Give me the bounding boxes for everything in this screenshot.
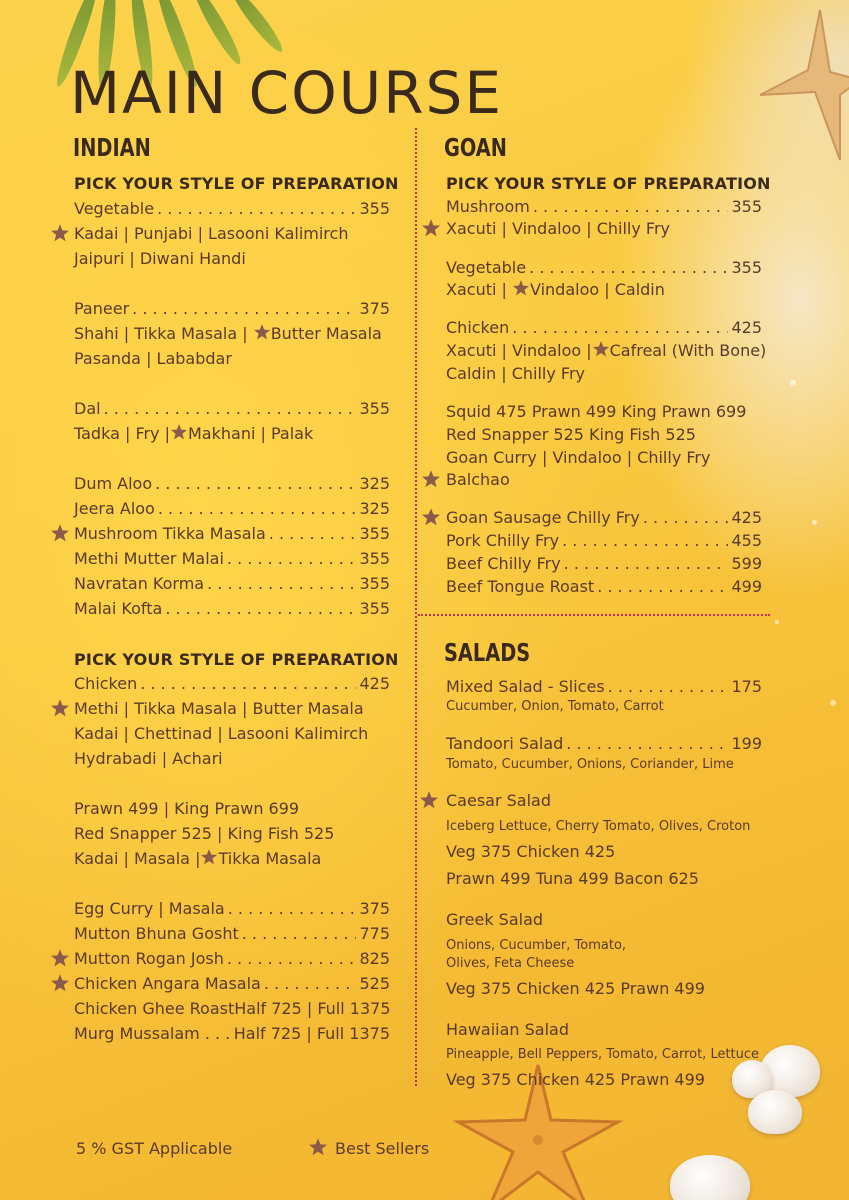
item-price: Veg 375 Chicken 425 Prawn 499	[446, 1070, 705, 1089]
item-price: 825	[359, 949, 390, 968]
menu-item-chicken	[74, 673, 390, 695]
bestseller-star-icon	[170, 423, 188, 441]
leader-dots	[608, 676, 729, 698]
item-name: Chicken	[446, 318, 510, 337]
item-name: Mushroom	[446, 197, 530, 216]
menu-item-chicken	[446, 317, 762, 339]
item-price: 455	[731, 531, 762, 550]
menu-item	[74, 573, 390, 595]
gst-note: 5 % GST Applicable	[76, 1139, 233, 1158]
preparation-subhead: PICK YOUR STYLE OF PREPARATION	[74, 174, 399, 193]
style-options: Hydrabadi | Achari	[74, 749, 223, 768]
menu-item-vegetable	[74, 198, 390, 220]
item-price: 325	[359, 499, 390, 518]
menu-item	[74, 998, 390, 1020]
menu-item	[74, 923, 390, 945]
item-price: 355	[359, 599, 390, 618]
item-price: 599	[731, 554, 762, 573]
leader-dots	[140, 673, 356, 695]
style-options: Xacuti | Vindaloo | Chilly Fry	[446, 219, 670, 238]
item-name: Vegetable	[446, 258, 527, 277]
menu-item	[446, 553, 762, 575]
style-text: Makhani | Palak	[188, 424, 314, 443]
seashell-decoration	[748, 1090, 802, 1134]
item-name: Hawaiian Salad	[446, 1020, 570, 1039]
item-name: Beef Chilly Fry	[446, 554, 561, 573]
menu-item	[74, 973, 390, 995]
bestseller-star-icon	[50, 973, 70, 993]
style-options: Pasanda | Lababdar	[74, 349, 232, 368]
menu-item	[446, 576, 762, 598]
style-options	[74, 323, 382, 345]
bestseller-star-icon	[512, 279, 530, 297]
menu-item-mixed-salad	[446, 676, 762, 698]
item-name: Malai Kofta	[74, 599, 163, 618]
item-price: 375	[359, 899, 390, 918]
bestseller-star-icon	[592, 340, 610, 358]
item-name: Murg Mussalam . . .	[74, 1024, 231, 1043]
item-price: 375	[359, 299, 390, 318]
seafood-prices: Squid 475 Prawn 499 King Prawn 699	[446, 402, 747, 421]
leader-dots	[564, 553, 729, 575]
item-name: Dum Aloo	[74, 474, 153, 493]
sand-speck	[775, 620, 779, 624]
style-text: Tadka | Fry |	[74, 424, 170, 443]
item-name: Chicken	[74, 674, 138, 693]
vertical-divider	[415, 128, 417, 1086]
leader-dots	[158, 498, 357, 520]
menu-item	[74, 898, 390, 920]
leader-dots	[155, 473, 356, 495]
section-heading-indian: INDIAN	[73, 133, 151, 162]
bestseller-star-icon	[50, 223, 70, 243]
item-description: Onions, Cucumber, Tomato,	[446, 938, 627, 953]
sand-speck	[830, 700, 836, 706]
item-price: 355	[359, 549, 390, 568]
menu-item	[74, 598, 390, 620]
leader-dots	[597, 576, 728, 598]
item-name: Vegetable	[74, 199, 155, 218]
item-name: Chicken Angara Masala	[74, 974, 261, 993]
leader-dots	[533, 196, 729, 218]
style-text: Butter Masala	[270, 324, 382, 343]
item-description: Tomato, Cucumber, Onions, Coriander, Lime	[446, 757, 734, 772]
item-description: Olives, Feta Cheese	[446, 956, 575, 971]
leader-dots	[529, 257, 728, 279]
style-options: Jaipuri | Diwani Handi	[74, 249, 246, 268]
bestseller-star-icon	[308, 1137, 328, 1157]
bestseller-star-icon	[419, 790, 439, 810]
item-name: Egg Curry | Masala	[74, 899, 225, 918]
leader-dots	[643, 507, 729, 529]
leader-dots	[566, 733, 728, 755]
leader-dots	[157, 198, 356, 220]
style-text: Kadai | Masala |	[74, 849, 201, 868]
item-price: 525	[359, 974, 390, 993]
item-price: 355	[359, 199, 390, 218]
item-price: 355	[359, 399, 390, 418]
item-price: Half 725 | Full 1375	[234, 999, 391, 1018]
section-heading-goan: GOAN	[444, 133, 507, 162]
legend-label: Best Sellers	[335, 1139, 430, 1158]
item-price: Prawn 499 Tuna 499 Bacon 625	[446, 869, 699, 888]
menu-item	[74, 548, 390, 570]
item-name: Greek Salad	[446, 910, 544, 929]
style-options	[74, 848, 321, 870]
item-name: Mutton Bhuna Gosht	[74, 924, 239, 943]
style-text: Vindaloo | Caldin	[530, 280, 665, 299]
style-options: Kadai | Punjabi | Lasooni Kalimirch	[74, 224, 349, 243]
item-price: 355	[359, 524, 390, 543]
bestseller-star-icon	[50, 698, 70, 718]
item-name: Methi Mutter Malai	[74, 549, 224, 568]
bestseller-star-icon	[50, 523, 70, 543]
style-options	[74, 423, 313, 445]
bestseller-star-icon	[200, 848, 218, 866]
item-price: 425	[731, 508, 762, 527]
item-name: Pork Chilly Fry	[446, 531, 560, 550]
menu-item	[74, 948, 390, 970]
item-price: Half 725 | Full 1375	[233, 1024, 390, 1043]
item-price: 199	[731, 734, 762, 753]
item-description: Pineapple, Bell Peppers, Tomato, Carrot, Lettuce	[446, 1047, 760, 1062]
preparation-subhead: PICK YOUR STYLE OF PREPARATION	[446, 174, 771, 193]
item-name: Chicken Ghee Roast	[74, 999, 235, 1018]
leader-dots	[562, 530, 728, 552]
style-options: Caldin | Chilly Fry	[446, 364, 586, 383]
item-description: Cucumber, Onion, Tomato, Carrot	[446, 699, 664, 714]
leader-dots	[512, 317, 728, 339]
bestseller-star-icon	[421, 469, 441, 489]
bestseller-star-icon	[253, 323, 271, 341]
leader-dots	[269, 523, 357, 545]
item-name: Tandoori Salad	[446, 734, 564, 753]
starfish-top-right-decoration	[690, 0, 849, 180]
leader-dots	[207, 573, 356, 595]
leader-dots	[242, 923, 357, 945]
item-price: 425	[359, 674, 390, 693]
item-name: Navratan Korma	[74, 574, 205, 593]
item-price: 355	[731, 258, 762, 277]
menu-item	[74, 523, 390, 545]
leader-dots	[165, 598, 356, 620]
leader-dots	[264, 973, 357, 995]
style-options: Goan Curry | Vindaloo | Chilly Fry	[446, 448, 711, 467]
leader-dots	[227, 948, 357, 970]
menu-item	[74, 473, 390, 495]
item-price: 175	[731, 677, 762, 696]
item-price: 425	[731, 318, 762, 337]
item-price: 355	[731, 197, 762, 216]
item-price: 355	[359, 574, 390, 593]
section-heading-salads: SALADS	[444, 638, 531, 667]
preparation-subhead: PICK YOUR STYLE OF PREPARATION	[74, 650, 399, 669]
item-price: 775	[359, 924, 390, 943]
style-text: Shahi | Tikka Masala |	[74, 324, 253, 343]
leader-dots	[228, 898, 357, 920]
seafood-prices: Prawn 499 | King Prawn 699	[74, 799, 300, 818]
sand-speck	[790, 380, 796, 386]
horizontal-divider	[418, 614, 770, 616]
style-text: Xacuti | Vindaloo |	[446, 341, 592, 360]
menu-item-tandoori-salad	[446, 733, 762, 755]
leader-dots	[227, 548, 357, 570]
item-name: Dal	[74, 399, 101, 418]
bestseller-star-icon	[50, 948, 70, 968]
menu-item-dal	[74, 398, 390, 420]
item-description: Iceberg Lettuce, Cherry Tomato, Olives, Croton	[446, 819, 751, 834]
item-name: Mutton Rogan Josh	[74, 949, 224, 968]
item-price: Veg 375 Chicken 425	[446, 842, 616, 861]
menu-item-vegetable	[446, 257, 762, 279]
leader-dots	[132, 298, 356, 320]
menu-item	[446, 530, 762, 552]
style-text: Xacuti |	[446, 280, 507, 299]
item-name: Mushroom Tikka Masala	[74, 524, 266, 543]
item-price: Veg 375 Chicken 425 Prawn 499	[446, 979, 705, 998]
style-text: Cafreal (With Bone)	[609, 341, 767, 360]
style-options	[446, 340, 766, 362]
item-name: Jeera Aloo	[74, 499, 155, 518]
style-options: Balchao	[446, 470, 510, 489]
menu-item	[74, 498, 390, 520]
seafood-prices: Red Snapper 525 King Fish 525	[446, 425, 696, 444]
item-name: Beef Tongue Roast	[446, 577, 595, 596]
bestseller-star-icon	[421, 218, 441, 238]
style-text: Tikka Masala	[218, 849, 322, 868]
item-name: Mixed Salad - Slices	[446, 677, 605, 696]
item-price: 499	[731, 577, 762, 596]
menu-item	[74, 1023, 390, 1045]
menu-item-paneer	[74, 298, 390, 320]
bestseller-star-icon	[421, 507, 441, 527]
seafood-prices: Red Snapper 525 | King Fish 525	[74, 824, 335, 843]
style-options: Methi | Tikka Masala | Butter Masala	[74, 699, 364, 718]
item-name: Paneer	[74, 299, 130, 318]
item-name: Caesar Salad	[446, 791, 551, 810]
leader-dots	[104, 398, 357, 420]
sand-speck	[812, 520, 817, 525]
item-price: 325	[359, 474, 390, 493]
style-options: Kadai | Chettinad | Lasooni Kalimirch	[74, 724, 369, 743]
item-name: Goan Sausage Chilly Fry	[446, 508, 640, 527]
seashell-decoration	[670, 1155, 750, 1200]
menu-item-mushroom	[446, 196, 762, 218]
menu-item	[446, 507, 762, 529]
style-options	[446, 279, 665, 301]
page-title: MAIN COURSE	[70, 59, 504, 127]
